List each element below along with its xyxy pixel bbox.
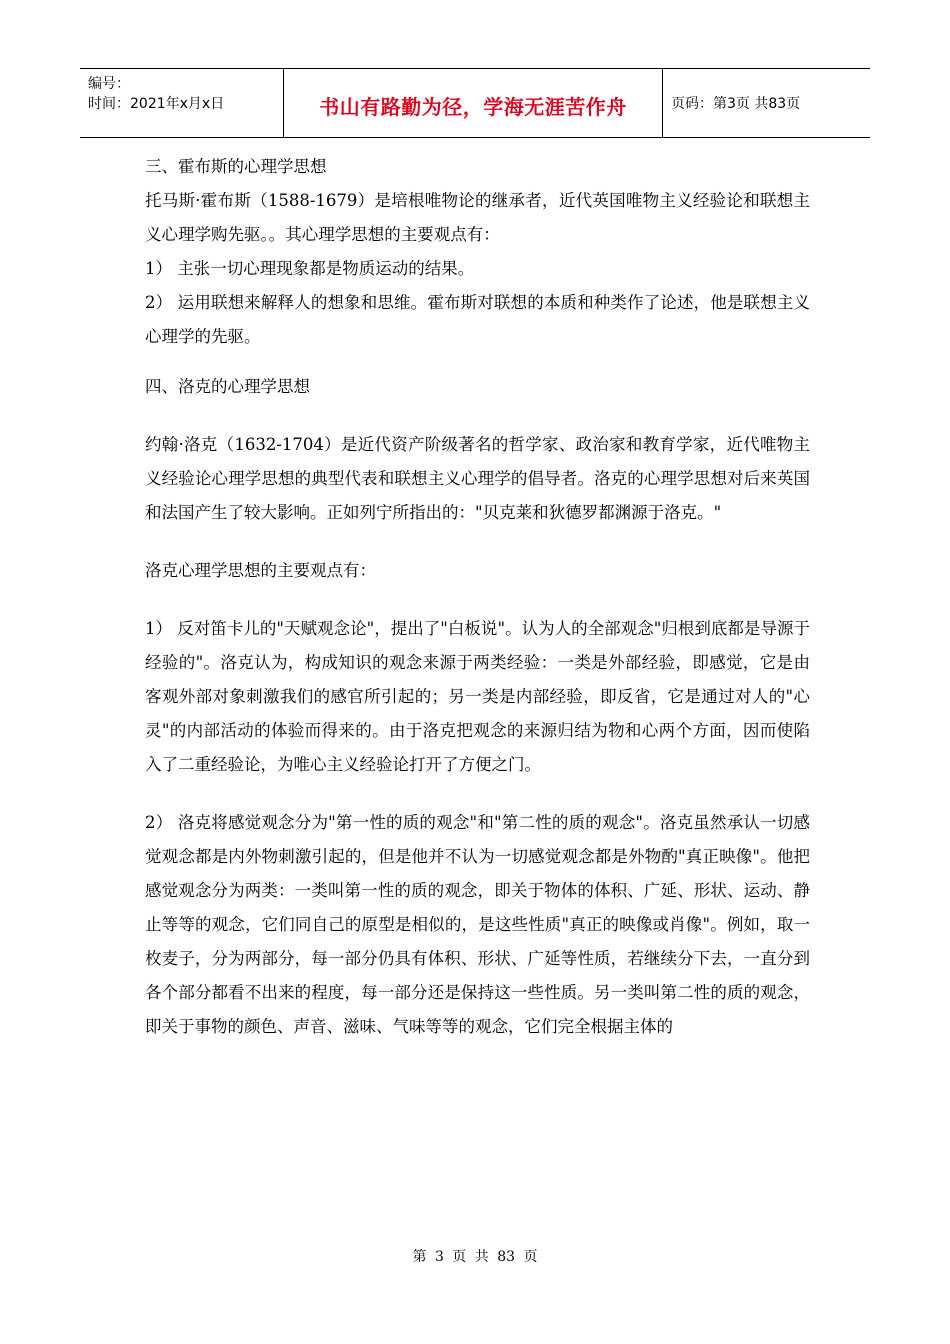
list-item: 2） 洛克将感觉观念分为"第一性的质的观念"和"第二性的质的观念"。洛克虽然承认一切感觉观念都是内外物刺激引起的，但是他并不认为一切感觉观念都是外物酌"真正映像"。他把感觉观念分为两类：一类叫第一性的质的观念，即关于物体的体积、广延、形状、运动、静止等等的观念，它们同自己的原型是相似的，是这些性质"真正的映像或肖像"。例如，取一枚麦子，分为两部分，每一部分仍具有体积、形状、广延等性质，若继续分下去，一直分到各个部分都看不出来的程度，每一部分还是保持这一些性质。另一类叫第二性的质的观念，即关于事物的颜色、声音、滋味、气味等等的观念，它们完全根据主体的 [145,813,810,1036]
paragraph: 洛克心理学思想的主要观点有： [145,561,376,580]
page-footer: 第 3 页 共 83 页 [412,1249,538,1265]
page-header [80,68,870,138]
header-page-cell [663,69,870,137]
list-item: 1） 反对笛卡儿的"天赋观念论"，提出了"白板说"。认为人的全部观念"归根到底都是导源于经验的"。洛克认为，构成知识的观念来源于两类经验：一类是外部经验，即感觉，它是由客观外部对象刺激我们的感官所引起的；另一类是内部经验，即反省，它是通过对人的"心灵"的内部活动的体验而得来的。由于洛克把观念的来源归结为物和心两个方面，因而使陷入了二重经验论，为唯心主义经验论打开了方便之门。 [145,619,810,774]
header-motto: 书山有路勤为径，学海无涯苦作舟 [319,95,627,119]
list-item: 2） 运用联想来解释人的想象和思维。霍布斯对联想的本质和种类作了论述，他是联想主义心理学的先驱。 [145,293,810,346]
header-page-info: 页码：第3页 共83页 [671,96,801,112]
section-heading-hobbes: 三、霍布斯的心理学思想 [145,157,327,176]
document-body [145,150,810,1044]
header-meta-cell [80,69,284,137]
section-heading-locke: 四、洛克的心理学思想 [145,377,310,396]
document-number-label: 编号： [88,76,130,92]
list-item: 1） 主张一切心理现象都是物质运动的结果。 [145,259,475,278]
paragraph: 约翰·洛克（1632-1704）是近代资产阶级著名的哲学家、政治家和教育学家，近代唯物主义经验论心理学思想的典型代表和联想主义心理学的倡导者。洛克的心理学思想对后来英国和法国产生了较大影响。正如列宁所指出的："贝克莱和狄德罗都渊源于洛克。" [145,435,810,522]
paragraph: 托马斯·霍布斯（1588-1679）是培根唯物论的继承者，近代英国唯物主义经验论和联想主义心理学购先驱。。其心理学思想的主要观点有： [145,191,810,244]
document-date: 时间：2021年x月x日 [88,96,225,112]
header-motto-cell [284,69,663,137]
